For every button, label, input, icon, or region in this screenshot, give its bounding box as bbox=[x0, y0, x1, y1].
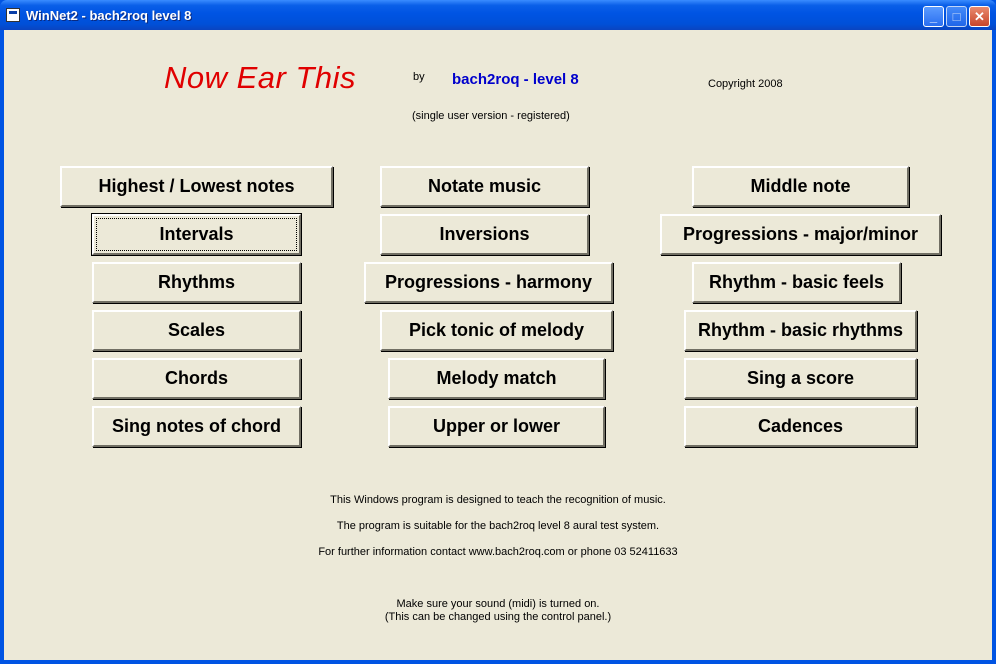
inversions-button[interactable]: Inversions bbox=[380, 214, 589, 255]
close-icon: ✕ bbox=[974, 9, 985, 24]
middle-note-button[interactable]: Middle note bbox=[692, 166, 909, 207]
minimize-icon: _ bbox=[929, 9, 938, 24]
info-line-3: For further information contact www.bach2roq.com or phone 03 52411633 bbox=[318, 546, 678, 558]
notate-music-button[interactable]: Notate music bbox=[380, 166, 589, 207]
cadences-button[interactable]: Cadences bbox=[684, 406, 917, 447]
copyright-label: Copyright 2008 bbox=[708, 78, 783, 90]
maximize-button[interactable] bbox=[946, 6, 967, 27]
upper-or-lower-button[interactable]: Upper or lower bbox=[388, 406, 605, 447]
progressions-harmony-button[interactable]: Progressions - harmony bbox=[364, 262, 613, 303]
sound-notice-line-1: Make sure your sound (midi) is turned on. bbox=[396, 598, 600, 610]
scales-button[interactable]: Scales bbox=[92, 310, 301, 351]
info-line-1: This Windows program is designed to teach the recognition of music. bbox=[330, 494, 666, 506]
rhythm-basic-feels-button[interactable]: Rhythm - basic feels bbox=[692, 262, 901, 303]
by-label: by bbox=[413, 71, 425, 83]
sound-notice-line-2: (This can be changed using the control panel.) bbox=[384, 611, 612, 623]
title-bar[interactable] bbox=[0, 0, 996, 30]
main-panel bbox=[4, 30, 992, 660]
app-icon[interactable] bbox=[6, 8, 20, 22]
product-title: bach2roq - level 8 bbox=[452, 71, 579, 88]
progressions-major-minor-button[interactable]: Progressions - major/minor bbox=[660, 214, 941, 255]
highest-lowest-notes-button[interactable]: Highest / Lowest notes bbox=[60, 166, 333, 207]
window-title: WinNet2 - bach2roq level 8 bbox=[26, 8, 192, 23]
chords-button[interactable]: Chords bbox=[92, 358, 301, 399]
minimize-button[interactable] bbox=[923, 6, 944, 27]
pick-tonic-of-melody-button[interactable]: Pick tonic of melody bbox=[380, 310, 613, 351]
rhythm-basic-rhythms-button[interactable]: Rhythm - basic rhythms bbox=[684, 310, 917, 351]
close-button[interactable] bbox=[969, 6, 990, 27]
maximize-icon: □ bbox=[952, 9, 961, 24]
logo-text: Now Ear This bbox=[164, 60, 357, 95]
rhythms-button[interactable]: Rhythms bbox=[92, 262, 301, 303]
sing-notes-of-chord-button[interactable]: Sing notes of chord bbox=[92, 406, 301, 447]
sing-a-score-button[interactable]: Sing a score bbox=[684, 358, 917, 399]
melody-match-button[interactable]: Melody match bbox=[388, 358, 605, 399]
intervals-button[interactable]: Intervals bbox=[92, 214, 301, 255]
info-line-2: The program is suitable for the bach2roq level 8 aural test system. bbox=[336, 520, 660, 532]
version-label: (single user version - registered) bbox=[412, 110, 570, 122]
